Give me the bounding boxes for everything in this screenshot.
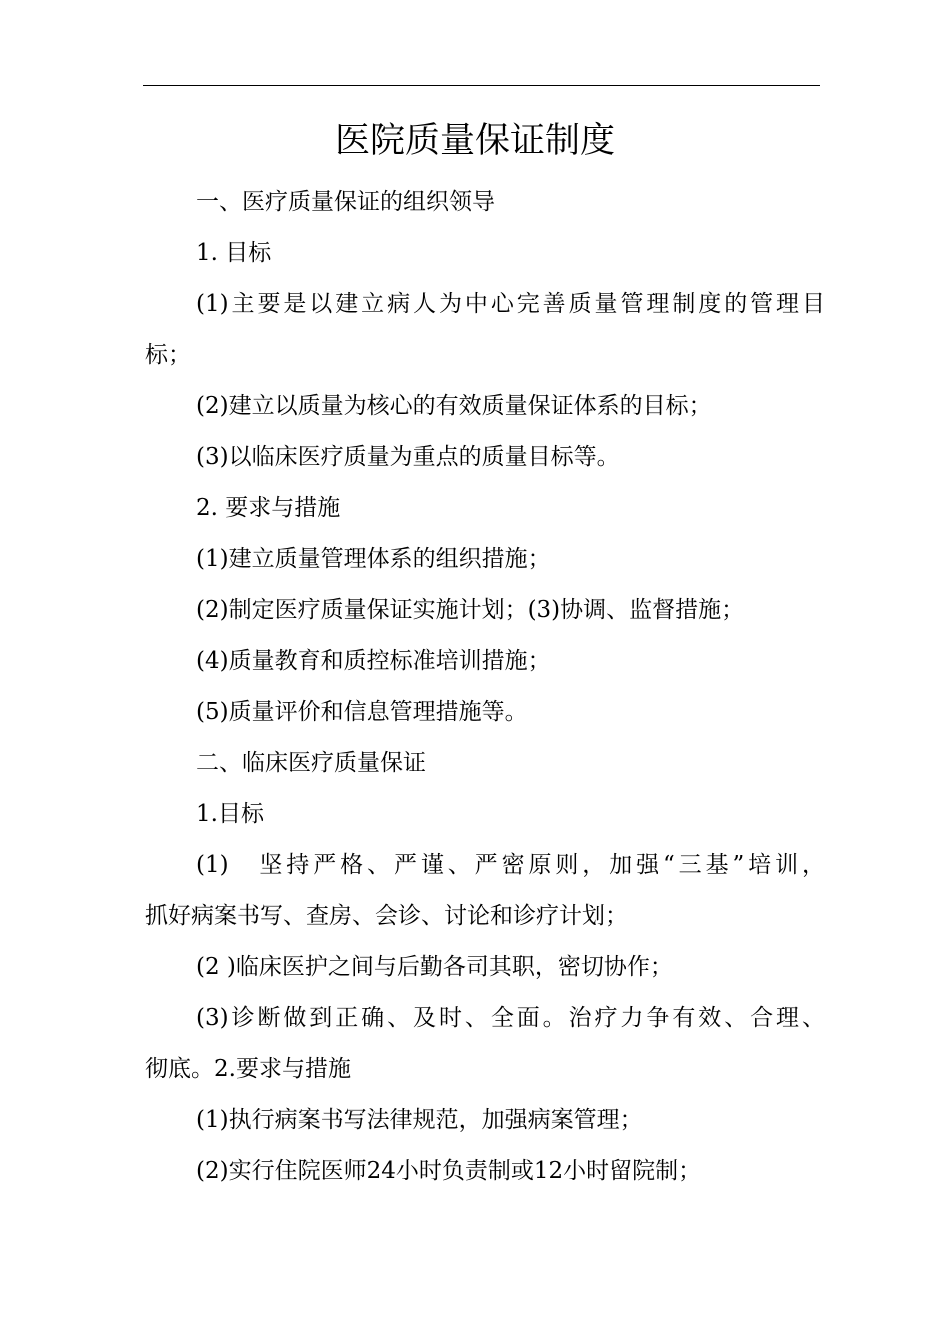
- paragraph-line: [145, 993, 876, 1044]
- paragraph-line: [145, 840, 876, 891]
- paragraph-line: (1)建立质量管理体系的组织措施；: [196, 546, 551, 572]
- paragraph-line: [145, 279, 876, 330]
- paragraph-line-text: (1) 坚持严格、严谨、严密原则，加强“三基”培训，: [196, 852, 825, 878]
- subheading-goal-2: 1.目标: [196, 801, 264, 827]
- paragraph-line: 彻底。2.要求与措施: [145, 1056, 351, 1082]
- paragraph-line-text: (1)主要是以建立病人为中心完善质量管理制度的管理目: [196, 291, 825, 317]
- section-heading-1: 一、医疗质量保证的组织领导: [196, 189, 495, 215]
- paragraph-line: 抓好病案书写、查房、会诊、讨论和诊疗计划；: [145, 903, 628, 929]
- section-heading-2: 二、临床医疗质量保证: [196, 750, 426, 776]
- paragraph-line-text: (3)诊断做到正确、及时、全面。治疗力争有效、合理、: [196, 1005, 825, 1031]
- subheading-goal-1: 1. 目标: [196, 240, 272, 266]
- paragraph-line: (2)建立以质量为核心的有效质量保证体系的目标；: [196, 393, 712, 419]
- document-title: 医院质量保证制度: [334, 121, 615, 161]
- subheading-measures-1: 2. 要求与措施: [196, 495, 341, 521]
- paragraph-line: (2)制定医疗质量保证实施计划；(3)协调、监督措施；: [196, 597, 745, 623]
- paragraph-line: (2)实行住院医师24小时负责制或12小时留院制；: [196, 1158, 702, 1184]
- paragraph-line: (2 )临床医护之间与后勤各司其职，密切协作；: [196, 954, 673, 980]
- paragraph-line: (3)以临床医疗质量为重点的质量目标等。: [196, 444, 620, 470]
- header-rule: [143, 85, 820, 86]
- paragraph-line: (1)执行病案书写法律规范，加强病案管理；: [196, 1107, 643, 1133]
- paragraph-line: (5)质量评价和信息管理措施等。: [196, 699, 528, 725]
- paragraph-line: 标；: [145, 342, 191, 368]
- paragraph-line: (4)质量教育和质控标准培训措施；: [196, 648, 551, 674]
